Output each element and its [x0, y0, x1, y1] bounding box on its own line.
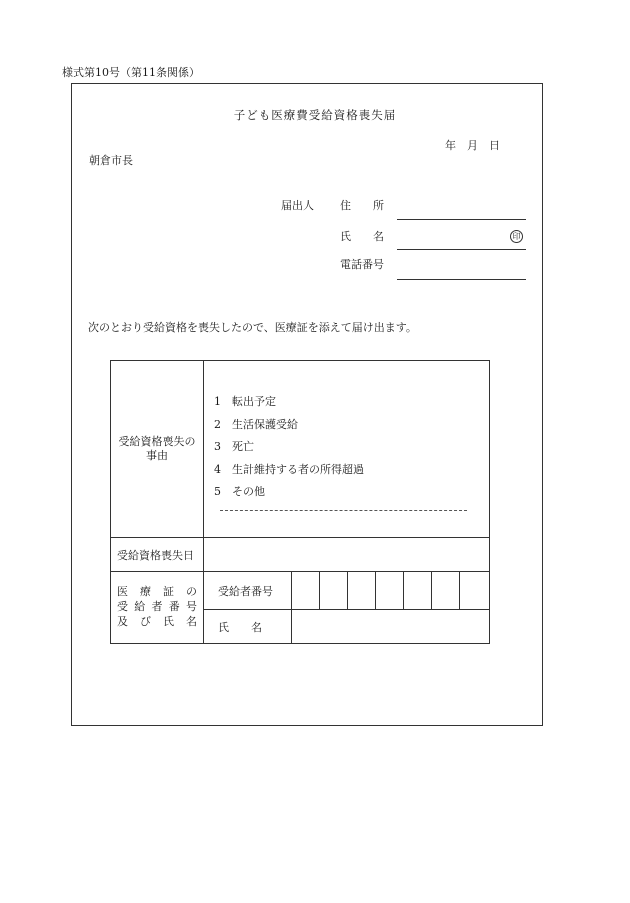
- recipient-digit-2[interactable]: [320, 572, 348, 610]
- recipient-digit-6[interactable]: [432, 572, 460, 610]
- form-title: 子ども医療費受給資格喪失届: [233, 108, 397, 122]
- cert-label-cell: [111, 572, 204, 644]
- reason-option-1[interactable]: 1 転出予定: [214, 395, 276, 409]
- recipient-number-label: 受給者番号: [204, 572, 292, 610]
- cert-label-line3: 及び氏名: [117, 614, 197, 628]
- reason-option-5[interactable]: 5 その他: [214, 485, 265, 499]
- reason-label-cell: [111, 361, 204, 538]
- phone-input-line[interactable]: [397, 279, 526, 280]
- name-input-line[interactable]: [397, 249, 526, 250]
- seal-mark: 印: [510, 230, 523, 243]
- cert-label-line2: 受給者番号: [117, 600, 197, 614]
- cert-label-line1: 医療証の: [117, 585, 197, 599]
- address-label: 住 所: [340, 199, 384, 212]
- recipient-digit-3[interactable]: [348, 572, 376, 610]
- recipient-digit-4[interactable]: [376, 572, 404, 610]
- recipient-digit-1[interactable]: [292, 572, 320, 610]
- address-input-line[interactable]: [397, 219, 526, 220]
- loss-date-label: 受給資格喪失日: [111, 538, 204, 572]
- reason-table: [110, 360, 490, 644]
- form-number: 様式第10号（第11条関係）: [62, 66, 200, 79]
- recipient-number-row: [111, 572, 490, 610]
- recipient-digit-7[interactable]: [460, 572, 490, 610]
- reason-label-line2: 事由: [146, 449, 168, 462]
- recipient-digit-5[interactable]: [404, 572, 432, 610]
- applicant-header: 届出人: [281, 199, 314, 212]
- reason-option-2[interactable]: 2 生活保護受給: [214, 417, 298, 431]
- recipient-name-input[interactable]: [292, 610, 490, 644]
- date-field[interactable]: 年 月 日: [445, 139, 500, 152]
- reason-label-line1: 受給資格喪失の: [118, 434, 196, 448]
- loss-date-input[interactable]: [204, 538, 490, 572]
- phone-label: 電話番号: [340, 258, 384, 271]
- reason-options-cell: [204, 361, 490, 538]
- addressee: 朝倉市長: [89, 154, 133, 167]
- statement-text: 次のとおり受給資格を喪失したので、医療証を添えて届け出ます。: [88, 321, 417, 334]
- reason-option-4[interactable]: 4 生計維持する者の所得超過: [214, 462, 364, 476]
- recipient-name-label: 氏 名: [204, 610, 292, 644]
- loss-date-row: [111, 538, 490, 572]
- other-reason-dashed-line[interactable]: [220, 510, 467, 525]
- name-label: 氏 名: [340, 230, 384, 243]
- reason-row: [111, 361, 490, 538]
- reason-option-3[interactable]: 3 死亡: [214, 440, 254, 454]
